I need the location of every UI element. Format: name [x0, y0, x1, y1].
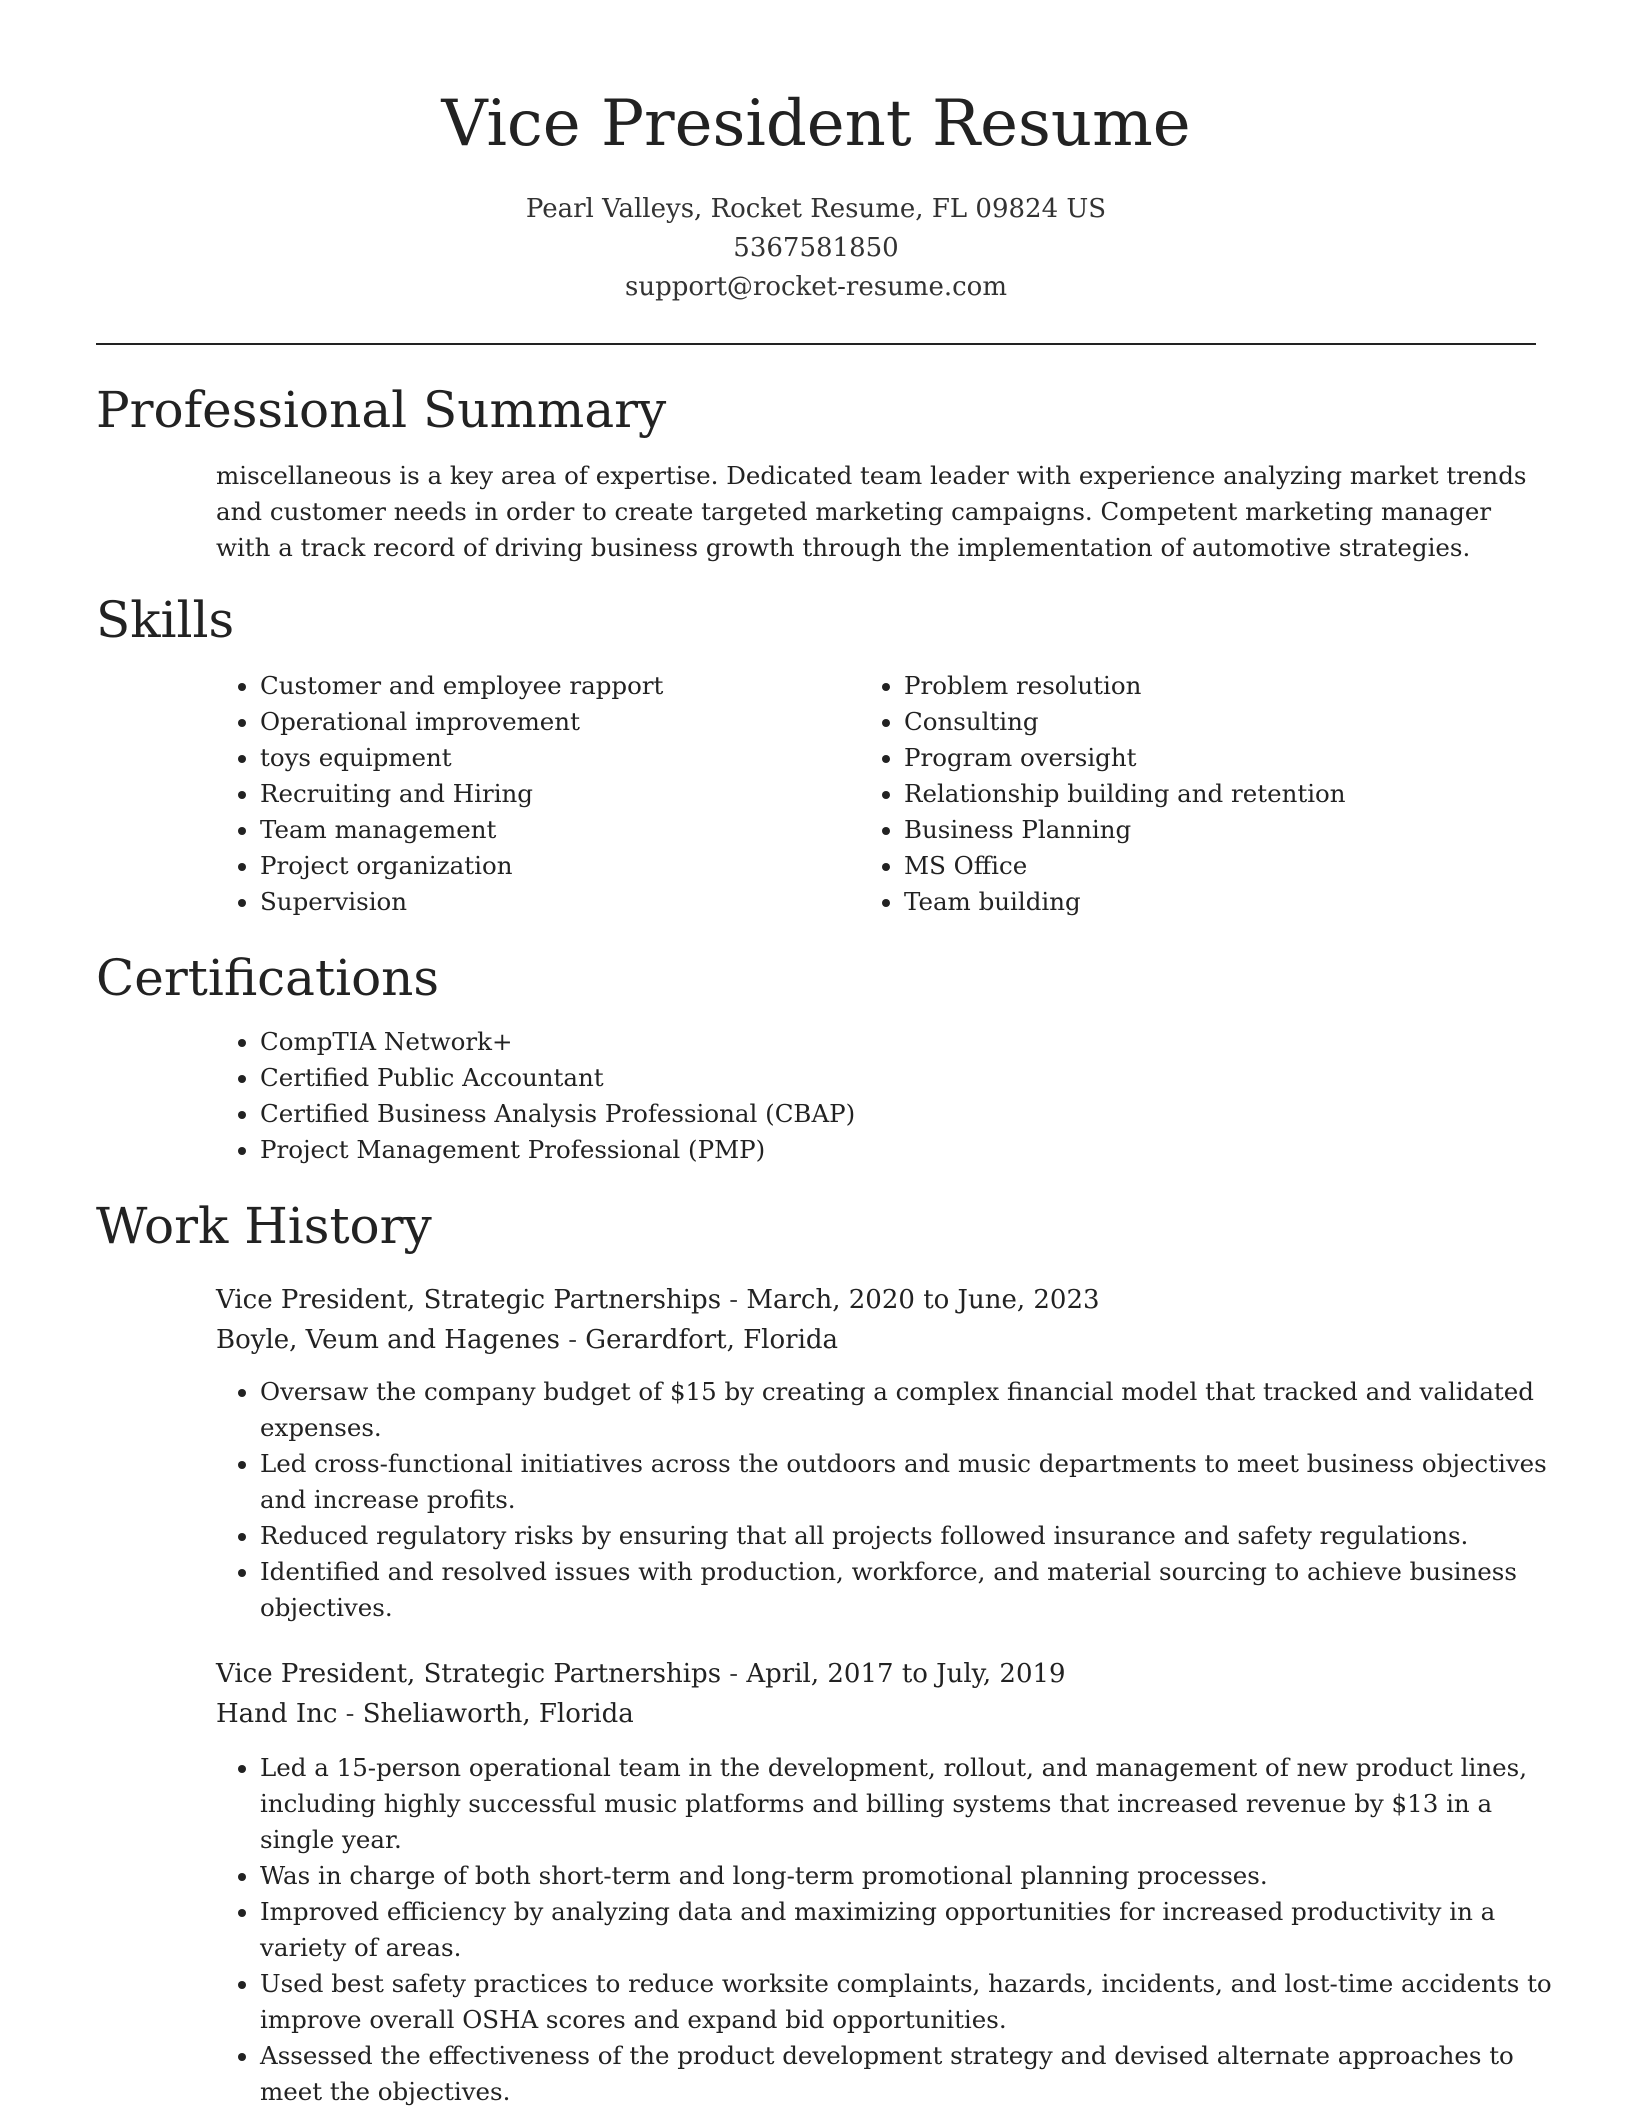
job-bullets — [216, 1374, 1560, 1626]
skill-item: • MS Office — [904, 848, 1544, 884]
skill-item: • Customer and employee rapport — [260, 668, 860, 704]
certification-item: • Project Management Professional (PMP) — [260, 1132, 1540, 1168]
skill-item: • Supervision — [260, 884, 860, 920]
skill-item: • Program oversight — [904, 740, 1544, 776]
job-bullets — [216, 1750, 1560, 2110]
skill-item: • Project organization — [260, 848, 860, 884]
email-text: support@rocket-resume.com — [624, 272, 1007, 302]
skill-item: • Relationship building and retention — [904, 776, 1544, 812]
summary-heading: Professional Summary — [96, 381, 667, 439]
certifications-list — [216, 1024, 1540, 1168]
phone-text: 5367581850 — [733, 233, 899, 263]
resume-title: Vice President Resume — [441, 87, 1191, 161]
job-title-line — [216, 1280, 1536, 1320]
job-bullet: • Led cross-functional initiatives across the outdoors and music departments to meet business objectives and increase profits. — [260, 1446, 1560, 1518]
skill-item: • Problem resolution — [904, 668, 1544, 704]
skill-item: • Business Planning — [904, 812, 1544, 848]
dash-separator: - — [721, 1285, 747, 1315]
job-company: Boyle, Veum and Hagenes — [216, 1325, 560, 1355]
contact-info — [0, 190, 1632, 307]
job-bullet: • Was in charge of both short-term and long-term promotional planning processes. — [260, 1858, 1560, 1894]
skill-item: • Operational improvement — [260, 704, 860, 740]
skills-list-right — [860, 668, 1544, 920]
skills-list-left — [216, 668, 860, 920]
skill-item: • Team building — [904, 884, 1544, 920]
job-location: Sheliaworth, Florida — [362, 1699, 634, 1729]
summary-text: miscellaneous is a key area of expertise. Dedicated team leader with experience analyzing market trends and customer needs in order to create targeted marketing campaigns. Competent marketing manager with a track record of driving business growth through the implementation of automotive strategies. — [216, 461, 1527, 562]
certification-item: • CompTIA Network+ — [260, 1024, 1540, 1060]
job-company-line — [216, 1320, 1536, 1360]
job-location: Gerardfort, Florida — [585, 1325, 839, 1355]
job-bullet: • Led a 15-person operational team in the development, rollout, and management of new product lines, including highly successful music platforms and billing systems that increased revenue by $13 in a single year. — [260, 1750, 1560, 1858]
skill-item: • toys equipment — [260, 740, 860, 776]
job-bullet: • Improved efficiency by analyzing data and maximizing opportunities for increased productivity in a variety of areas. — [260, 1894, 1560, 1966]
job-company-line — [216, 1694, 1536, 1734]
skills-heading: Skills — [96, 591, 235, 649]
skill-item: • Recruiting and Hiring — [260, 776, 860, 812]
job-dates: April, 2017 to July, 2019 — [746, 1659, 1066, 1689]
job-bullet: • Assessed the effectiveness of the product development strategy and devised alternate approaches to meet the objectives. — [260, 2038, 1560, 2110]
skill-item: • Consulting — [904, 704, 1544, 740]
job-role: Vice President, Strategic Partnerships — [216, 1285, 722, 1315]
job-bullet: • Used best safety practices to reduce worksite complaints, hazards, incidents, and lost-time accidents to improve overall OSHA scores and expand bid opportunities. — [260, 1966, 1560, 2038]
dash-separator: - — [337, 1699, 363, 1729]
dash-separator: - — [559, 1325, 586, 1355]
job-title-line — [216, 1654, 1536, 1694]
job-company: Hand Inc — [216, 1699, 338, 1729]
job-bullet: • Oversaw the company budget of $15 by creating a complex financial model that tracked and validated expenses. — [260, 1374, 1560, 1446]
certification-item: • Certified Public Accountant — [260, 1060, 1540, 1096]
job-dates: March, 2020 to June, 2023 — [746, 1285, 1100, 1315]
address-text: Pearl Valleys, Rocket Resume, FL 09824 US — [525, 194, 1107, 224]
certifications-heading: Certifications — [96, 949, 440, 1007]
skill-item: • Team management — [260, 812, 860, 848]
work-history-heading: Work History — [96, 1197, 432, 1255]
certification-item: • Certified Business Analysis Professional (CBAP) — [260, 1096, 1540, 1132]
job-bullet: • Identified and resolved issues with production, workforce, and material sourcing to achieve business objectives. — [260, 1554, 1560, 1626]
header-divider — [96, 343, 1536, 345]
dash-separator: - — [721, 1659, 747, 1689]
job-bullet: • Reduced regulatory risks by ensuring that all projects followed insurance and safety regulations. — [260, 1518, 1560, 1554]
job-role: Vice President, Strategic Partnerships — [216, 1659, 722, 1689]
